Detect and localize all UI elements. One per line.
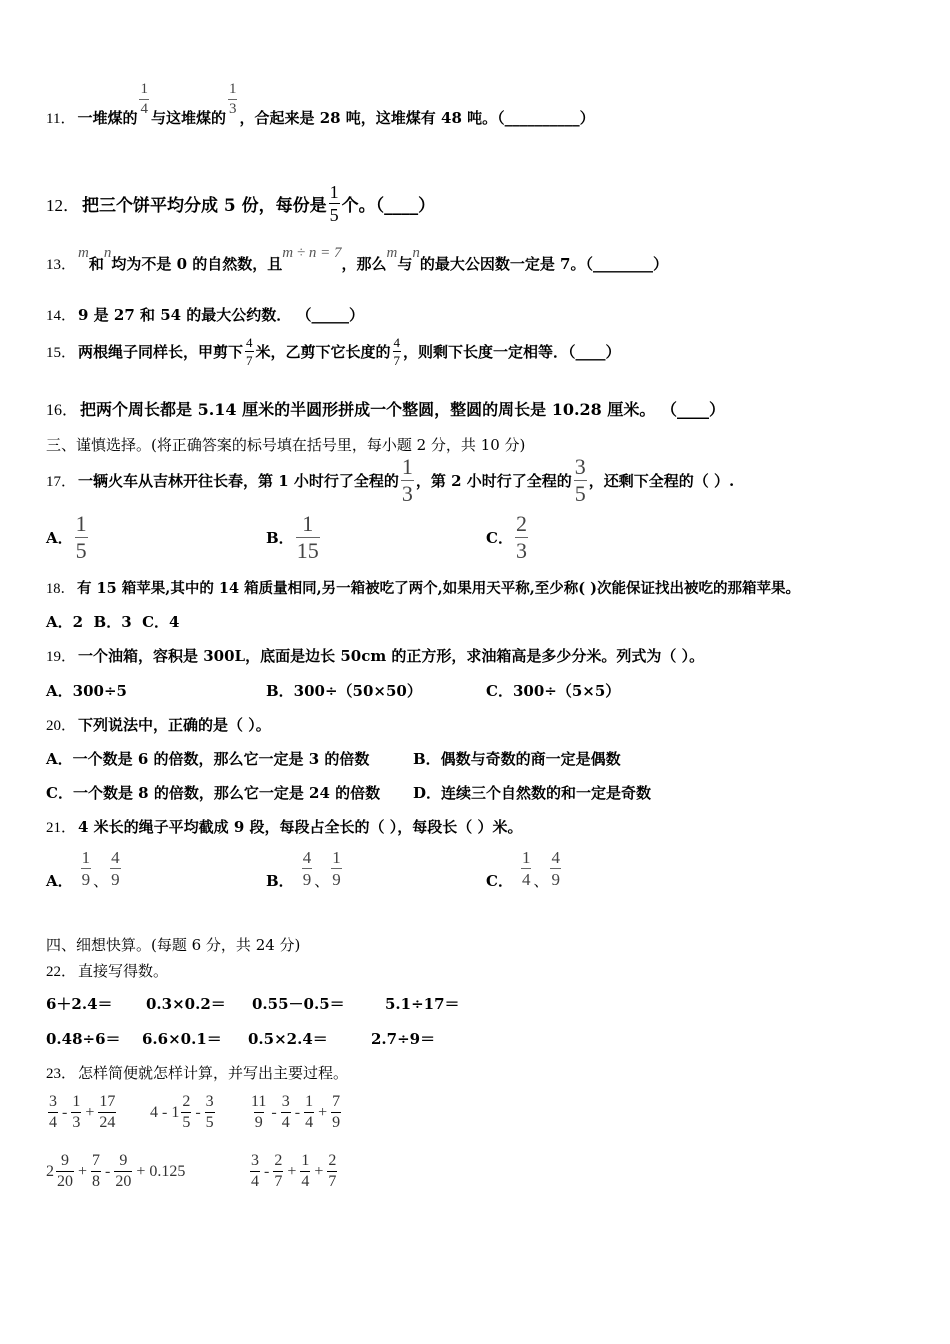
question-15	[46, 336, 621, 367]
option-a: A．300÷5	[46, 682, 127, 700]
fraction: $\frac{3}{4}$	[49, 1093, 57, 1131]
operator: +	[78, 1162, 88, 1180]
fraction: $\frac{9}{20}$	[57, 1152, 73, 1190]
option-label: A．	[46, 872, 73, 890]
option-a	[46, 513, 90, 562]
calc-item: 0.48÷6＝	[46, 1030, 121, 1048]
fraction: $\frac{2}{5}$	[182, 1093, 191, 1131]
fraction: $\frac{1}{4}$	[301, 1152, 310, 1190]
question-18	[46, 577, 800, 598]
section-heading: 三、谨慎选择。(将正确答案的标号填在括号里，每小题 2 分，共 10 分)	[46, 436, 526, 454]
option-label: B．	[266, 529, 294, 547]
calc-item: 5.1÷17＝	[385, 995, 460, 1013]
fraction: $\frac{1}{4}$	[140, 81, 148, 117]
fraction: $\frac{1}{5}$	[329, 182, 339, 225]
question-text: 的最大公因数一定是 7。（________）	[419, 255, 668, 273]
option-a	[46, 849, 123, 888]
operator: -	[271, 1103, 277, 1121]
fraction: $\frac{4}{9}$	[111, 848, 120, 889]
question-number: 15．	[46, 345, 77, 361]
question-text: 4 米长的绳子平均截成 9 段，每段占全长的（ ），每段长（ ）米。	[78, 818, 523, 836]
question-14	[46, 304, 364, 325]
option-label: C．	[486, 872, 513, 890]
question-text: ，合起来是 28 吨，这堆煤有 48 吨。（__________）	[239, 109, 595, 127]
question-number: 14．	[46, 308, 77, 324]
variable-n: n	[103, 245, 112, 261]
variable-m: m	[78, 245, 89, 261]
question-17	[46, 456, 734, 505]
separator: 、	[93, 872, 109, 890]
question-13	[46, 245, 668, 274]
calc-item: 0.5×2.4＝	[248, 1030, 328, 1048]
calc-item: 0.55－0.5＝	[252, 995, 345, 1013]
fraction: $\frac{1}{3}$	[228, 81, 237, 117]
expression-3	[248, 1094, 343, 1131]
question-text: 两根绳子同样长，甲剪下	[78, 343, 244, 361]
question-text: 与这堆煤的	[150, 109, 226, 127]
operator: -	[105, 1162, 111, 1180]
fraction: $\frac{2}{3}$	[515, 511, 527, 563]
operator: -	[264, 1162, 270, 1180]
option-d: D．连续三个自然数的和一定是奇数	[413, 784, 652, 802]
option-c	[486, 513, 530, 562]
fraction: $\frac{17}{24}$	[99, 1093, 116, 1131]
question-18-options: A．2 B．3 C．4	[46, 613, 180, 631]
option-c: C．300÷（5×5）	[486, 682, 621, 700]
fraction: $\frac{3}{5}$	[574, 454, 586, 506]
section-heading: 四、细想快算。(每题 6 分，共 24 分)	[46, 936, 301, 954]
question-text: ，第 2 小时行了全程的	[415, 472, 572, 490]
calc-item: 6.6×0.1＝	[142, 1030, 222, 1048]
operator: +	[85, 1103, 95, 1121]
question-number: 12．	[46, 196, 80, 215]
question-text: 均为不是 0 的自然数，且	[111, 255, 283, 273]
separator: 、	[533, 872, 549, 890]
option-a: A．一个数是 6 的倍数，那么它一定是 3 的倍数	[46, 750, 370, 768]
fraction: $\frac{3}{4}$	[251, 1152, 259, 1190]
question-text: 与	[397, 255, 413, 273]
question-text: 怎样简便就怎样计算，并写出主要过程。	[78, 1064, 349, 1082]
question-text: 下列说法中，正确的是（ ）。	[78, 716, 271, 734]
question-16	[46, 397, 725, 420]
fraction: $\frac{1}{4}$	[521, 848, 531, 889]
operator: +	[318, 1103, 328, 1121]
fraction: $\frac{1}{9}$	[332, 848, 341, 889]
operator: -	[62, 1103, 68, 1121]
question-text: 把三个饼平均分成 5 份，每份是	[82, 196, 327, 216]
question-11	[46, 81, 595, 135]
expression-4	[46, 1153, 187, 1190]
fraction: $\frac{4}{9}$	[551, 848, 560, 889]
operator: -	[294, 1103, 301, 1121]
fraction: $\frac{1}{5}$	[75, 511, 87, 563]
question-text: 一个油箱，容积是 300L，底面是边长 50cm 的正方形，求油箱高是多少分米。列式为（ ）。	[78, 647, 705, 665]
expression-5	[248, 1153, 339, 1190]
question-number: 21．	[46, 820, 77, 836]
question-number: 16．	[46, 402, 79, 419]
fraction: $\frac{1}{3}$	[401, 454, 413, 506]
question-22	[46, 960, 168, 981]
question-number: 11．	[46, 111, 76, 127]
question-number: 23．	[46, 1066, 77, 1082]
fraction: $\frac{9}{20}$	[115, 1152, 132, 1190]
question-number: 17．	[46, 474, 77, 490]
question-19	[46, 645, 704, 666]
calc-item: 2.7÷9＝	[371, 1030, 436, 1048]
fraction: $\frac{1}{4}$	[305, 1093, 314, 1131]
variable-m: m	[386, 245, 398, 261]
question-text: 直接写得数。	[78, 962, 169, 980]
fraction: $\frac{4}{7}$	[246, 335, 253, 368]
question-text: 把两个周长都是 5.14 厘米的半圆形拼成一个整圆，整圆的周长是 10.28 厘米。 （____）	[80, 400, 725, 419]
question-number: 18．	[46, 581, 75, 597]
fraction: $\frac{3}{5}$	[205, 1093, 214, 1131]
question-number: 19．	[46, 649, 77, 665]
operator: +	[314, 1162, 324, 1180]
option-c	[486, 849, 563, 888]
variable-n: n	[412, 245, 420, 261]
fraction: $\frac{1}{9}$	[81, 848, 91, 889]
question-text: 米，乙剪下它长度的	[255, 343, 391, 361]
question-23	[46, 1062, 348, 1083]
question-text: ，则剩下长度一定相等．（____）	[403, 343, 621, 361]
question-20	[46, 714, 271, 735]
whole-part: 2	[46, 1162, 54, 1180]
operator: +	[287, 1162, 297, 1180]
question-text: ，还剩下全程的（ ）.	[588, 472, 735, 490]
question-text: ，那么	[341, 255, 387, 273]
calc-item: 6＋2.4＝	[46, 995, 113, 1013]
expression-2	[150, 1094, 217, 1131]
option-c: C．一个数是 8 的倍数，那么它一定是 24 的倍数	[46, 784, 381, 802]
fraction: $\frac{1}{3}$	[72, 1093, 81, 1131]
fraction: $\frac{4}{9}$	[302, 848, 312, 889]
question-number: 22．	[46, 964, 77, 980]
question-number: 13．	[46, 257, 77, 273]
question-text: 个。（____）	[341, 196, 436, 216]
option-b	[266, 849, 344, 888]
question-12	[46, 183, 435, 224]
question-21	[46, 816, 523, 837]
calc-item: 0.3×0.2＝	[146, 995, 226, 1013]
option-b: B．300÷（50×50）	[266, 682, 422, 700]
question-text: 9 是 27 和 54 的最大公约数． （_____）	[78, 306, 365, 324]
operator: -	[195, 1103, 201, 1121]
separator: 、	[314, 872, 330, 890]
question-number: 20．	[46, 718, 77, 734]
option-b: B．偶数与奇数的商一定是偶数	[413, 750, 621, 768]
fraction: $\frac{4}{7}$	[393, 335, 401, 368]
whole-part: 4 - 1	[150, 1103, 180, 1121]
fraction: $\frac{7}{9}$	[332, 1093, 341, 1131]
question-text: 一辆火车从吉林开往长春，第 1 小时行了全程的	[78, 472, 399, 490]
option-label: B．	[266, 872, 294, 890]
option-label: C．	[486, 529, 513, 547]
fraction: $\frac{7}{8}$	[92, 1152, 101, 1190]
fraction: $\frac{2}{7}$	[274, 1152, 283, 1190]
fraction: $\frac{11}{9}$	[251, 1093, 267, 1131]
question-text: 有 15 箱苹果,其中的 14 箱质量相同,另一箱被吃了两个,如果用天平称,至少称( )次能保证找出被吃的那箱苹果。	[77, 580, 801, 597]
math-expression: m ÷ n = 7	[282, 245, 342, 261]
fraction: $\frac{1}{15}$	[296, 511, 319, 563]
operator: + 0.125	[136, 1162, 186, 1180]
fraction: $\frac{3}{4}$	[281, 1093, 290, 1131]
question-text: 一堆煤的	[77, 109, 138, 127]
expression-1	[46, 1094, 118, 1131]
fraction: $\frac{2}{7}$	[328, 1152, 337, 1190]
option-b	[266, 513, 322, 562]
option-label: A．	[46, 529, 73, 547]
question-text: 和	[88, 255, 104, 273]
